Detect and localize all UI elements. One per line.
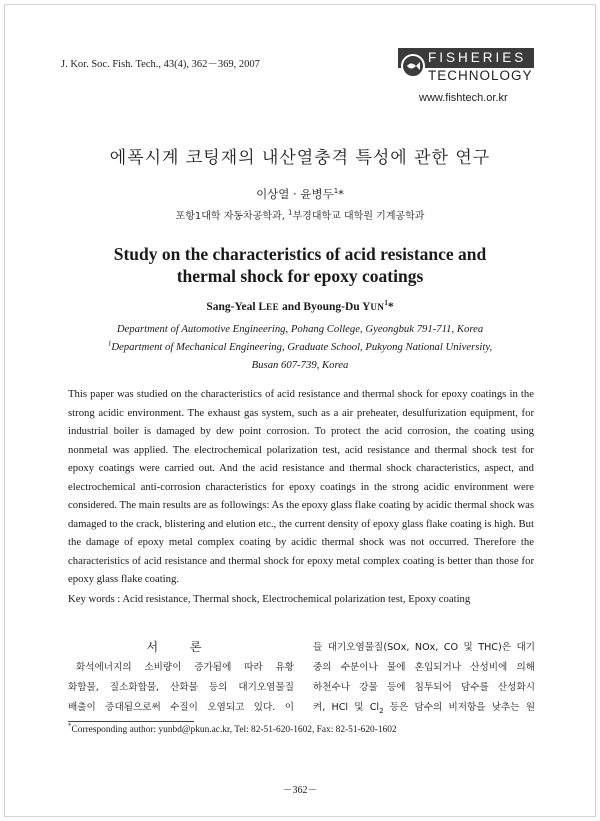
body-line: 배출이 증대됨으로써 수질이 오염되고 있다. 이	[68, 702, 294, 713]
english-affiliation: Department of Automotive Engineering, Pohang College, Gyeongbuk 791-711, Korea $^1$Department of Mechanical Engineering, Graduate School, Pukyong National University, Busan 607-739, Korea	[107, 323, 493, 371]
intro-right-column	[313, 638, 535, 721]
korean-title: 에폭시계 코팅재의 내산열충격 특성에 관한 연구	[109, 148, 491, 168]
english-title-line2: thermal shock for epoxy coatings	[176, 266, 424, 286]
abstract: This paper was studied on the characteristics of acid resistance and thermal shock for epoxy coatings in the strong acidic environment. The exhaust gas system, such as a air preheater, desulfurization equipment, for industrial boiler is damaged by dew point corrosion. To protect the acid corrosion, the coating using nonmetal was applied. The electrochemical polarization test, acid resistance and thermal shock test for epoxy coatings were carried out. And the acid resistance and thermal shock characteristics, aspect, and electrochemical anti-corrosion characteristics for epoxy coatings in the strong acidic environment were considered. The main results are as followings: As the epoxy glass flake coating by acidic thermal shock was damaged to the crack, blistering and elution etc., the current density of epoxy glass flake coating is high. But the damage of epoxy metal complex coating by acidic thermal shock was not occurred. Therefore the characteristics of acid resistance and thermal shock for epoxy metal complex coating is better than those for epoxy glass flake coating.	[68, 388, 534, 585]
body-line: 화석에너지의 소비량이 증가됨에 따라 유황	[76, 662, 294, 673]
korean-affiliation: 포항1대학 자동차공학과, $^1$부경대학교 대학원 기계공학과	[175, 208, 425, 222]
journal-reference: J. Kor. Soc. Fish. Tech., 43(4), 362－369, 2007	[61, 59, 260, 70]
intro-left-column	[68, 638, 294, 718]
footnote-rule	[68, 721, 194, 722]
english-title	[0, 243, 600, 287]
fish-icon	[401, 54, 425, 78]
body-line: 켜, HCl 및 $Cl_2$ 등은 담수의 비저항을 낮추는 원	[313, 702, 535, 715]
english-authors: Sang-Yeal LEE and Byoung-Du YUN$^1$*	[206, 299, 394, 313]
journal-url[interactable]: www.fishtech.or.kr	[419, 92, 508, 104]
body-line: 하천수나 강물 등에 침투되어 담수를 산성화시	[313, 682, 535, 693]
english-title-line1: Study on the characteristics of acid resistance and	[113, 244, 487, 264]
body-line: 들 대기오염물질(SOx, NOx, CO 및 THC)은 대기	[313, 642, 535, 653]
logo-line1: FISHERIES	[428, 50, 527, 65]
keywords: Key words : Acid resistance, Thermal shock, Electrochemical polarization test, Epoxy coating	[68, 593, 471, 605]
page-number: －362－	[282, 785, 318, 796]
journal-logo	[398, 48, 534, 90]
body-line: 중의 수분이나 물에 혼입되거나 산성비에 의해	[313, 662, 535, 673]
section-heading: 서 론	[146, 640, 216, 654]
body-line: 화합물, 질소화합물, 산화물 등의 대기오염물질	[68, 682, 294, 693]
footnote: *Corresponding author: yunbd@pkun.ac.kr, Tel: 82-51-620-1602, Fax: 82-51-620-1602	[68, 721, 397, 735]
korean-authors: 이상열 · 윤병두$^1$*	[256, 187, 344, 201]
logo-line2: TECHNOLOGY	[428, 68, 533, 83]
